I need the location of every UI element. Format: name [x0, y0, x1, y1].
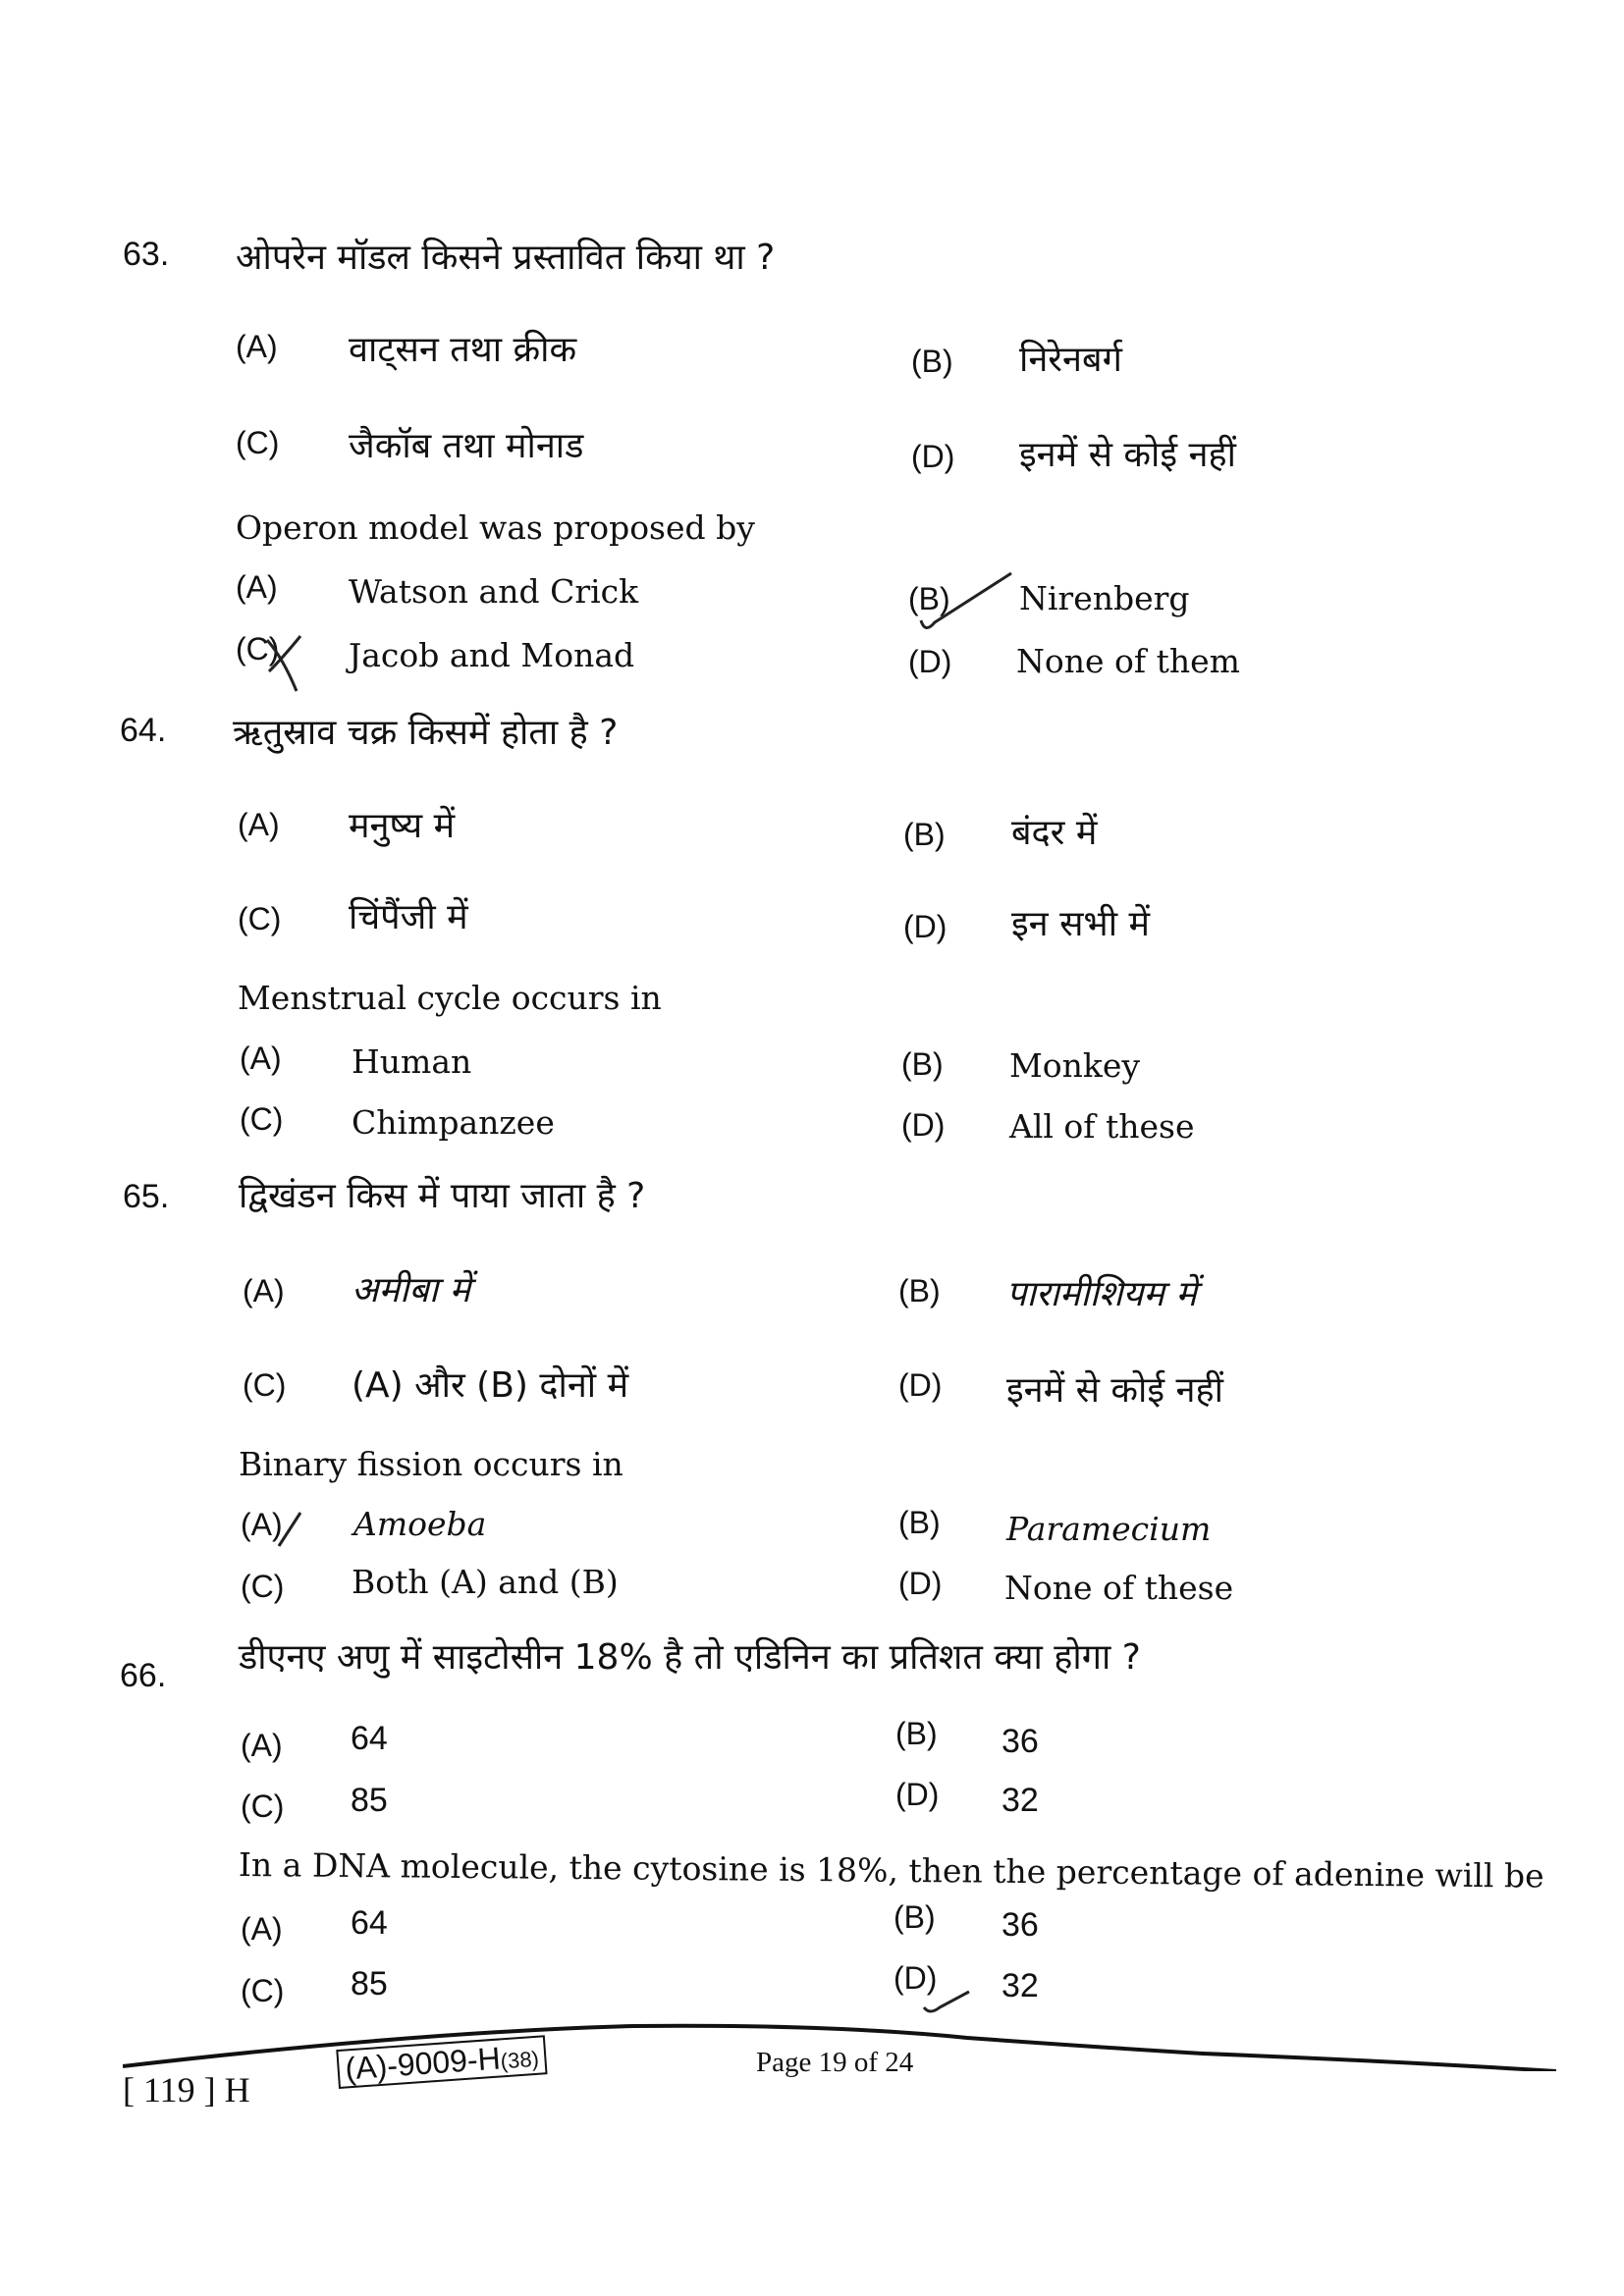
option-label: (A) — [241, 1507, 283, 1542]
cross-mark-icon — [263, 628, 312, 697]
question-stem-english: Operon model was proposed by — [236, 508, 755, 547]
question-stem-hindi: डीएनए अणु में साइटोसीन 18% है तो एडिनिन का प्रतिशत क्या होगा ? — [239, 1637, 1141, 1678]
option-label: (C) — [241, 1973, 285, 2008]
option-text: बंदर में — [1011, 813, 1098, 853]
option-text: None of them — [1016, 642, 1240, 680]
option-text: 36 — [1001, 1906, 1039, 1944]
option-label: (B) — [911, 344, 953, 379]
tick-mark-icon — [918, 1978, 977, 2017]
question-stem-english: In a DNA molecule, the cytosine is 18%, then the percentage of adenine will be — [238, 1845, 1544, 1896]
option-label: (A) — [241, 1728, 283, 1763]
option-label: (C) — [238, 901, 282, 936]
paper-code-suffix: (38) — [499, 2046, 540, 2074]
option-label: (B) — [908, 581, 950, 616]
tick-mark-icon — [913, 569, 1021, 638]
option-label: (A) — [241, 1911, 283, 1947]
option-text: 36 — [1001, 1723, 1039, 1760]
option-text: Nirenberg — [1019, 579, 1190, 617]
option-text: 64 — [351, 1904, 388, 1942]
option-text: All of these — [1009, 1107, 1195, 1146]
option-label: (B) — [898, 1273, 941, 1308]
option-label: (C) — [241, 1569, 285, 1604]
option-label: (C) — [241, 1789, 285, 1824]
option-text: Monkey — [1009, 1046, 1141, 1085]
option-label: (A) — [236, 569, 278, 605]
option-label: (D) — [893, 1960, 938, 1996]
option-text: Human — [352, 1042, 472, 1081]
option-text: Amoeba — [353, 1505, 487, 1543]
page-number: Page 19 of 24 — [756, 2047, 914, 2078]
question-number: 66. — [120, 1657, 167, 1694]
option-text: Chimpanzee — [352, 1103, 555, 1142]
option-label: (B) — [901, 1046, 944, 1082]
option-text: इन सभी में — [1011, 904, 1151, 944]
option-text: वाट्सन तथा क्रीक — [349, 330, 577, 370]
option-label: (B) — [893, 1899, 936, 1935]
option-text: None of these — [1004, 1569, 1234, 1607]
option-label: (A) — [243, 1273, 285, 1308]
option-text: चिंपैंजी में — [349, 897, 468, 937]
option-label: (B) — [903, 817, 946, 852]
option-text: 85 — [351, 1965, 388, 2002]
option-text: इनमें से कोई नहीं — [1019, 435, 1236, 475]
option-label: (D) — [908, 644, 952, 679]
option-text: (A) और (B) दोनों में — [352, 1365, 629, 1406]
question-stem-english: Binary fission occurs in — [239, 1445, 623, 1483]
paper-code: (A)-9009-H — [344, 2040, 502, 2087]
option-text: 64 — [351, 1720, 388, 1757]
option-label: (D) — [895, 1777, 940, 1812]
series-code: [ 119 ] H — [123, 2070, 250, 2109]
option-label: (C) — [236, 425, 280, 460]
option-text: जैकॉब तथा मोनाड — [349, 426, 584, 466]
option-text: 85 — [351, 1782, 388, 1819]
option-text: 32 — [1001, 1782, 1039, 1819]
question-number: 64. — [120, 712, 167, 749]
option-label: (C) — [240, 1101, 284, 1137]
question-number: 63. — [123, 236, 170, 273]
option-label: (D) — [903, 909, 947, 944]
option-text: इनमें से कोई नहीं — [1006, 1370, 1223, 1411]
option-label: (C) — [236, 631, 280, 667]
option-label: (B) — [898, 1505, 941, 1540]
option-label: (A) — [238, 807, 280, 842]
option-text: Both (A) and (B) — [352, 1563, 619, 1601]
option-label: (D) — [911, 439, 955, 474]
option-label: (A) — [240, 1041, 282, 1076]
option-text: 32 — [1001, 1967, 1039, 2004]
option-text: मनुष्य में — [349, 806, 456, 846]
question-stem-english: Menstrual cycle occurs in — [238, 979, 662, 1017]
option-label: (D) — [898, 1566, 943, 1601]
question-stem-hindi: ऋतुस्राव चक्र किसमें होता है ? — [233, 713, 619, 753]
option-text: Paramecium — [1006, 1510, 1212, 1548]
option-text: पारामीशियम में — [1006, 1274, 1197, 1314]
option-label: (D) — [901, 1107, 946, 1143]
option-text: निरेनबर्ग — [1019, 340, 1122, 380]
question-stem-hindi: ओपरेन मॉडल किसने प्रस्तावित किया था ? — [236, 238, 776, 278]
option-label: (C) — [243, 1367, 287, 1403]
option-text: अमीबा में — [352, 1270, 471, 1310]
tick-mark-icon — [275, 1507, 304, 1556]
option-label: (A) — [236, 329, 278, 364]
option-label: (B) — [895, 1716, 938, 1751]
question-number: 65. — [123, 1178, 170, 1215]
option-text: Jacob and Monad — [349, 636, 635, 674]
question-stem-hindi: द्विखंडन किस में पाया जाता है ? — [239, 1176, 646, 1216]
option-label: (D) — [898, 1367, 943, 1403]
option-text: Watson and Crick — [349, 572, 639, 611]
